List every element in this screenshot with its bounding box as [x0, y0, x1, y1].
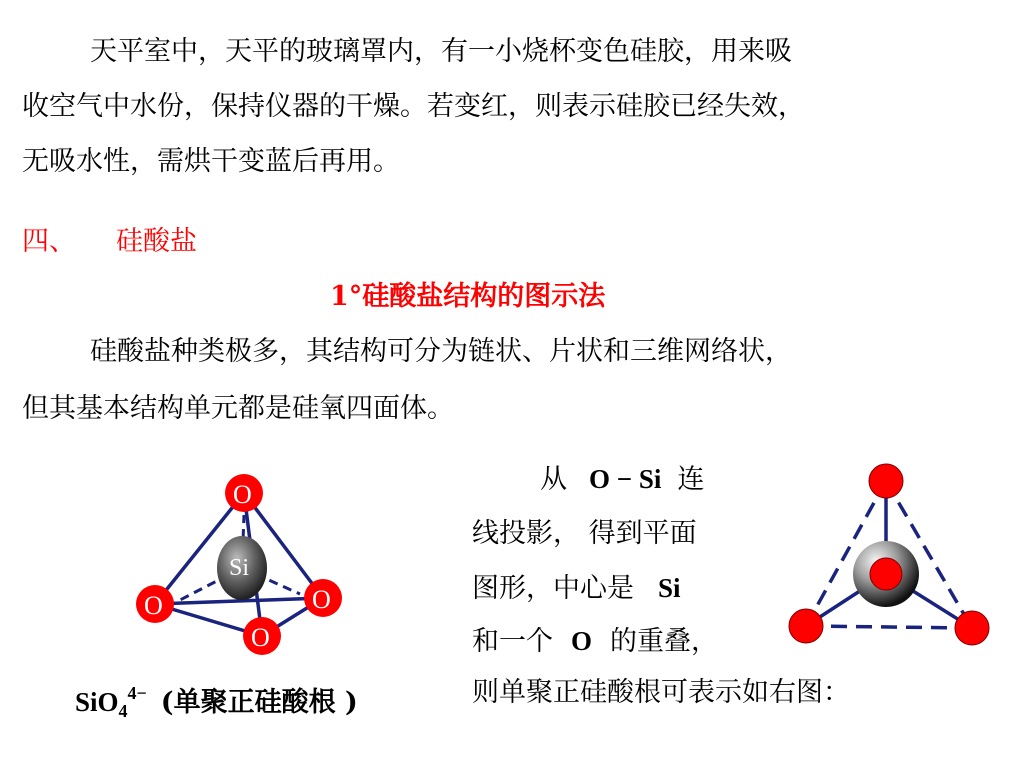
- silicon-label: Si: [229, 555, 250, 581]
- explanation-line4: 和一个 O 的重叠，: [472, 626, 719, 657]
- subsection-number: 1°: [330, 281, 363, 312]
- subsection-title: 硅酸盐结构的图示法: [362, 281, 606, 312]
- explanation-line5: 则单聚正硅酸根可表示如右图：: [472, 677, 850, 708]
- explanation-line1: 从 O − Si 连: [540, 464, 705, 495]
- paragraph1-line3: 无吸水性，需烘干变蓝后再用。: [22, 146, 400, 177]
- oxygen-atom-top: [225, 474, 263, 512]
- paragraph1-line2: 收空气中水份，保持仪器的干燥。若变红，则表示硅胶已经失效，: [22, 91, 805, 122]
- oxygen-atom-right: [304, 579, 342, 617]
- paragraph2-line1: 硅酸盐种类极多，其结构可分为链状、片状和三维网络状，: [90, 336, 792, 367]
- paragraph1-line1: 天平室中，天平的玻璃罩内，有一小烧杯变色硅胶，用来吸: [90, 36, 792, 67]
- explanation-line2: 线投影， 得到平面: [472, 518, 697, 549]
- projection-oxygen-left: [789, 609, 823, 643]
- svg-text:O: O: [233, 480, 252, 509]
- section-title: 硅酸盐: [116, 226, 197, 257]
- svg-text:O: O: [312, 585, 331, 614]
- tetrahedron-caption: [75, 676, 358, 728]
- formula-subscript: 4: [118, 701, 128, 721]
- formula-superscript: 4−: [127, 683, 147, 703]
- projection-center-oxygen: [870, 558, 902, 590]
- oxygen-atom-left: [136, 585, 174, 623]
- formula-base: SiO: [75, 687, 119, 717]
- projection-oxygen-right: [955, 611, 989, 645]
- paragraph2-line2: 但其基本结构单元都是硅氧四面体。: [22, 393, 454, 424]
- explanation-line3: 图形，中心是 Si: [472, 573, 681, 604]
- oxygen-atom-bottom: [243, 617, 281, 655]
- svg-text:O: O: [144, 591, 163, 620]
- formula-name: (单聚正硅酸根 ): [160, 687, 358, 718]
- projection-oxygen-top: [869, 464, 903, 498]
- svg-text:O: O: [251, 623, 270, 652]
- section-number: 四、: [22, 226, 76, 257]
